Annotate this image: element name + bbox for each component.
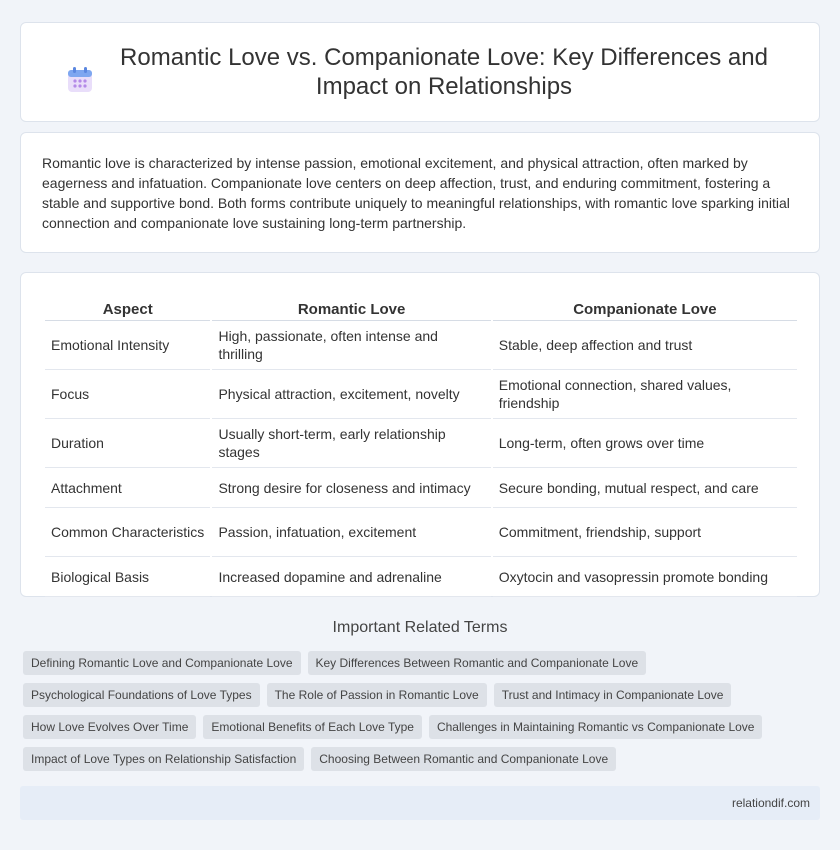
related-term-tag[interactable]: Emotional Benefits of Each Love Type <box>203 715 422 739</box>
header-companionate: Companionate Love <box>493 295 797 321</box>
title-wrap <box>66 43 774 101</box>
cell-companionate: Secure bonding, mutual respect, and care <box>493 468 797 508</box>
cell-romantic: Usually short-term, early relationship stages <box>212 419 490 468</box>
tag-row <box>23 651 823 675</box>
cell-aspect: Duration <box>45 419 210 468</box>
related-term-tag[interactable]: Key Differences Between Romantic and Companionate Love <box>308 651 647 675</box>
table-header-row <box>45 295 797 321</box>
tag-row <box>23 747 823 771</box>
cell-romantic: Increased dopamine and adrenaline <box>212 557 490 597</box>
related-terms-title: Important Related Terms <box>332 619 508 636</box>
related-term-tag[interactable]: Defining Romantic Love and Companionate Love <box>23 651 301 675</box>
cell-aspect: Biological Basis <box>45 557 210 597</box>
cell-aspect: Emotional Intensity <box>45 321 210 370</box>
calendar-icon <box>66 65 94 95</box>
cell-aspect: Focus <box>45 370 210 419</box>
page-title: Romantic Love vs. Companionate Love: Key Differences and Impact on Relationships <box>120 44 768 100</box>
cell-aspect: Common Characteristics <box>45 508 210 557</box>
related-term-tag[interactable]: How Love Evolves Over Time <box>23 715 196 739</box>
tag-row <box>23 715 823 739</box>
related-terms-list <box>23 651 823 779</box>
cell-companionate: Emotional connection, shared values, friendship <box>493 370 797 419</box>
table-row <box>45 321 797 370</box>
related-term-tag[interactable]: Impact of Love Types on Relationship Satisfaction <box>23 747 304 771</box>
table-row <box>45 370 797 419</box>
cell-romantic: High, passionate, often intense and thrilling <box>212 321 490 370</box>
related-term-tag[interactable]: Trust and Intimacy in Companionate Love <box>494 683 732 707</box>
header-romantic: Romantic Love <box>212 295 490 321</box>
related-term-tag[interactable]: Challenges in Maintaining Romantic vs Companionate Love <box>429 715 763 739</box>
comparison-table-card <box>20 272 820 597</box>
cell-companionate: Long-term, often grows over time <box>493 419 797 468</box>
table-row <box>45 468 797 508</box>
footer <box>20 786 820 820</box>
intro-card <box>20 132 820 253</box>
cell-aspect: Attachment <box>45 468 210 508</box>
footer-site-link[interactable]: relationdif.com <box>731 796 810 810</box>
comparison-table <box>43 295 799 597</box>
cell-companionate: Stable, deep affection and trust <box>493 321 797 370</box>
table-row <box>45 557 797 597</box>
cell-romantic: Passion, infatuation, excitement <box>212 508 490 557</box>
table-row <box>45 508 797 557</box>
related-term-tag[interactable]: Choosing Between Romantic and Companionate Love <box>311 747 616 771</box>
related-term-tag[interactable]: The Role of Passion in Romantic Love <box>267 683 487 707</box>
cell-companionate: Commitment, friendship, support <box>493 508 797 557</box>
cell-romantic: Physical attraction, excitement, novelty <box>212 370 490 419</box>
header-card <box>20 22 820 122</box>
cell-companionate: Oxytocin and vasopressin promote bonding <box>493 557 797 597</box>
related-term-tag[interactable]: Psychological Foundations of Love Types <box>23 683 260 707</box>
table-row <box>45 419 797 468</box>
header-aspect: Aspect <box>45 295 210 321</box>
tag-row <box>23 683 823 707</box>
cell-romantic: Strong desire for closeness and intimacy <box>212 468 490 508</box>
intro-text: Romantic love is characterized by intense passion, emotional excitement, and physical attraction, often marked by eagerness and infatuation. Companionate love centers on deep affection, trust, and enduring commitment, fostering a stable and supportive bond. Both forms contribute uniquely to meaningful relationships, with romantic love sparking initial connection and companionate love sustaining long-term partnership. <box>42 155 790 231</box>
